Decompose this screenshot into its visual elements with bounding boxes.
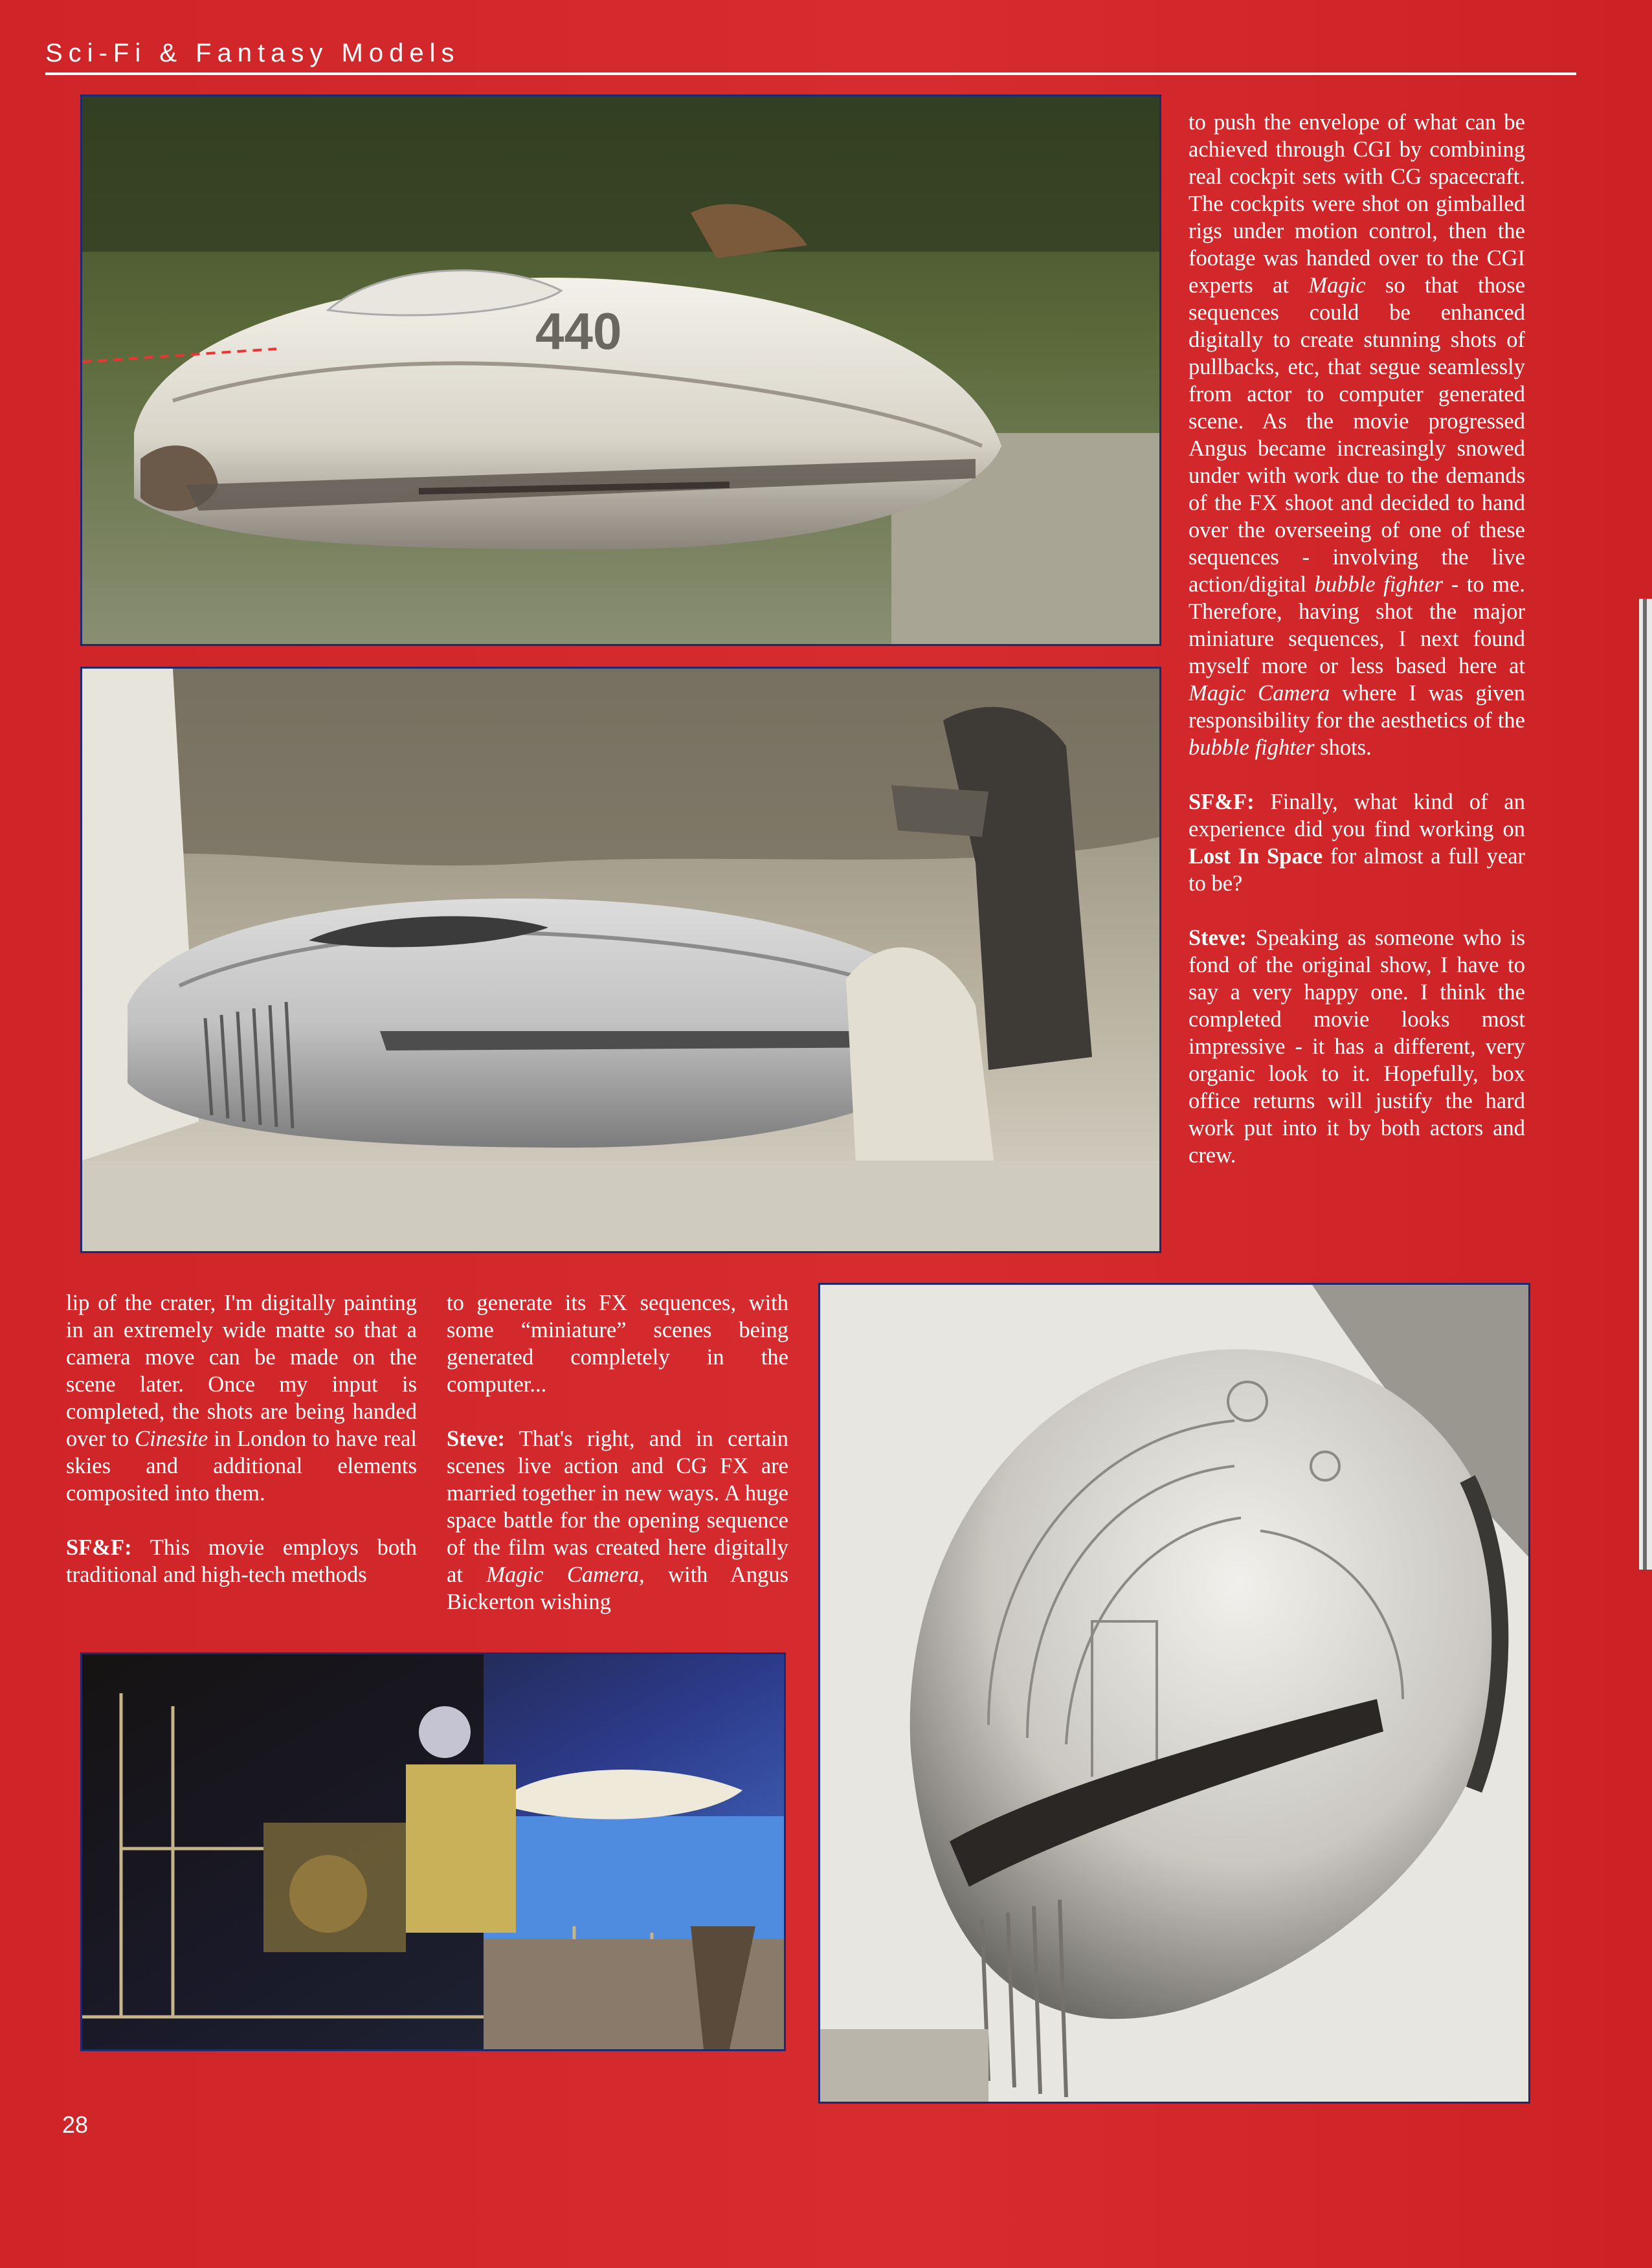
text-run: in London to have real skies and additional elements composited into them.: [66, 1427, 417, 1506]
text-run: Finally, what kind of an experience did you find working on: [1189, 790, 1525, 841]
text-run: to generate its FX sequences, with some “miniature” scenes being generated completely in the computer...: [447, 1291, 788, 1397]
answer-paragraph: [1189, 109, 1525, 761]
text-run: This movie employs both traditional and high-tech methods: [66, 1535, 417, 1587]
film-title: Lost In Space: [1189, 844, 1323, 869]
ship-name-italic: bubble fighter: [1189, 735, 1315, 760]
speaker-label: Steve:: [1189, 926, 1247, 950]
hull-detail-closeup-photo: [818, 1283, 1530, 2104]
answer-paragraph: [1189, 924, 1525, 1169]
stage-illustration: [82, 1654, 784, 2049]
company-name-italic: Magic: [1308, 273, 1366, 298]
lower-column-a-text: [66, 1289, 417, 1588]
motion-control-stage-photo: [80, 1652, 786, 2051]
hull-illustration: [820, 1285, 1528, 2102]
cave-ship-illustration: [82, 669, 1159, 1251]
svg-text:440: 440: [535, 302, 622, 360]
text-run: That's right, and in certain scenes live action and CG FX are married together in new ways. A huge space battle for the opening sequence of the film was created here digitally at: [447, 1427, 788, 1587]
page-edge-shadow: [1643, 599, 1647, 1570]
bubble-fighter-miniature-photo: [80, 94, 1161, 646]
text-run: Speaking as someone who is fond of the original show, I have to say a very happy one. I think the completed movie looks most impressive - it has a different, very organic look to it. Hopefully, box office returns will justify the hard work put into it by both actors and crew.: [1189, 926, 1525, 1168]
text-run: - to me. Therefore, having shot the major miniature sequences, I next found myself more or less based here at: [1189, 572, 1525, 678]
page-number: 28: [62, 2111, 89, 2138]
company-name-italic: Magic Camera: [486, 1562, 640, 1587]
question-paragraph: [66, 1534, 417, 1588]
text-run: where I was given responsibility for the aesthetics of the: [1189, 681, 1525, 733]
text-run: , with Angus Bickerton wishing: [447, 1562, 788, 1614]
magazine-header: Sci-Fi & Fantasy Models: [45, 39, 460, 67]
ship-illustration: [82, 96, 1159, 644]
ship-name-italic: bubble fighter: [1314, 572, 1444, 597]
text-run: to push the envelope of what can be achieved through CGI by combining real cockpit sets with CG spacecraft. The cockpits were shot on gimballed rigs under motion control, then the footage was handed over to the CGI experts at: [1189, 110, 1525, 298]
next-page-edge: [1639, 599, 1652, 1570]
speaker-label: SF&F:: [66, 1535, 132, 1560]
answer-paragraph: [66, 1289, 417, 1507]
question-paragraph: [1189, 788, 1525, 897]
answer-paragraph: [447, 1425, 788, 1616]
text-run: so that those sequences could be enhanced digitally to create stunning shots of pullbacks, etc, that segue seamlessly from actor to computer generated scene. As the movie progressed Angus became increasingly snowed under with work due to the demands of the FX shoot and decided to hand over the overseeing of one of these sequences - involving the live action/digital: [1189, 273, 1526, 597]
speaker-label: Steve:: [447, 1427, 506, 1451]
header-rule: [45, 72, 1576, 75]
text-run: shots.: [1314, 735, 1372, 760]
company-name-italic: Cinesite: [135, 1427, 208, 1451]
question-paragraph: [447, 1289, 788, 1398]
text-run: for almost a full year to be?: [1189, 844, 1526, 896]
right-column-text: [1189, 109, 1525, 1169]
company-name-italic: Magic Camera: [1189, 681, 1330, 706]
ship-in-cave-set-photo: [80, 667, 1161, 1253]
speaker-label: SF&F:: [1189, 790, 1255, 814]
lower-column-b-text: [447, 1289, 788, 1616]
text-run: lip of the crater, I'm digitally painting in an extremely wide matte so that a camera move can be made on the scene later. Once my input is completed, the shots are being handed over to: [66, 1291, 417, 1451]
